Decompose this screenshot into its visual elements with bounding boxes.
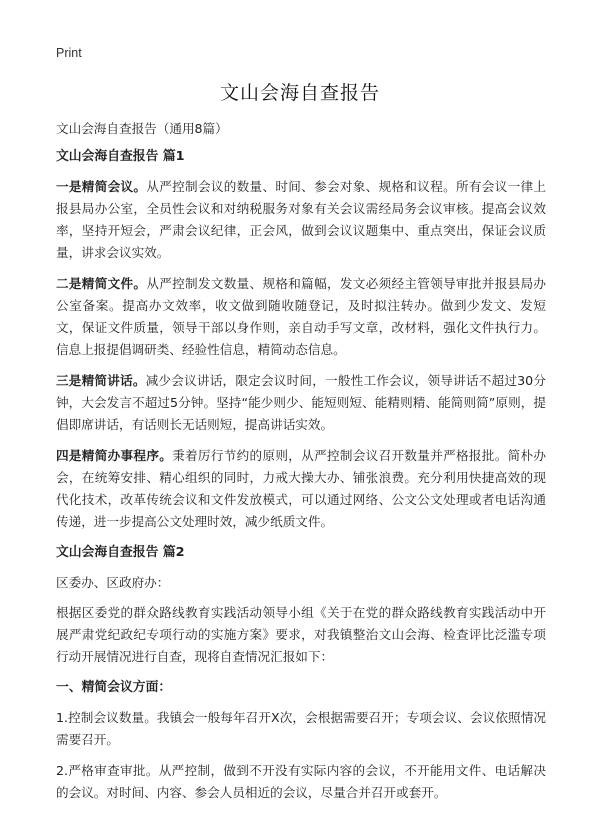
document-body [56, 118, 546, 813]
list-item: 1.控制会议数量。我镇会一般每年召开X次，会根据需要召开；专项会议、会议依照情况需要召开。 [56, 710, 546, 747]
paragraph-lead: 一是精简会议。 [56, 179, 147, 194]
article-1-paragraph [56, 445, 546, 533]
article-1-paragraph [56, 370, 546, 436]
salutation: 区委办、区政府办： [56, 575, 170, 590]
paragraph-text: 从严控制会议的数量、时间、参会对象、规格和议程。所有会议一律上报县局办公室，全员性会议和对纳税服务对象有关会议需经局务会议审核。提高会议效率，坚持开短会，严肃会议纪律，正会风，做到会议议题集中、重点突出，保证会议质量，讲求会议实效。 [56, 179, 547, 260]
article-2-heading: 文山会海自查报告 篇2 [56, 545, 185, 560]
print-link[interactable]: Print [56, 46, 82, 60]
article-1-paragraph [56, 273, 546, 361]
article-1-paragraph [56, 176, 546, 264]
document-title: 文山会海自查报告 [219, 82, 380, 104]
article-2-intro: 根据区委党的群众路线教育实践活动领导小组《关于在党的群众路线教育实践活动中开展严肃党纪政纪专项行动的实施方案》要求，对我镇整治文山会海、检查评比泛滥专项行动开展情况进行自查，现将自查情况汇报如下： [56, 605, 546, 664]
article-1-heading: 文山会海自查报告 篇1 [56, 149, 185, 164]
paragraph-lead: 三是精简讲话。 [56, 373, 146, 388]
paragraph-text: 从严控制发文数量、规格和篇幅，发文必须经主管领导审批并报县局办公室备案。提高办文效率，收文做到随收随登记，及时拟注转办。做到少发文、发短文，保证文件质量，领导干部以身作则，亲自动手写文章，改材料，强化文件执行力。信息上报提倡调研类、经验性信息，精简动态信息。 [56, 276, 547, 357]
paragraph-text: 减少会议讲话，限定会议时间，一般性工作会议，领导讲话不超过30分钟，大会发言不超过5分钟。坚持“能少则少、能短则短、能精则精、能简则简”原则，提倡即席讲话，有话则长无话则短，提高讲话实效。 [56, 373, 546, 432]
paragraph-text: 秉着厉行节约的原则，从严控制会议召开数量并严格报批。简朴办会，在统筹安排、精心组织的同时，力戒大操大办、铺张浪费。充分利用快捷高效的现代化技术，改革传统会议和文件发放模式，可以通过网络、公文公文处理或者电话沟通传递，进一步提高公文处理时效，减少纸质文件。 [56, 448, 547, 529]
paragraph-lead: 四是精简办事程序。 [56, 448, 173, 463]
meeting-section-heading: 一、精简会议方面： [56, 680, 172, 695]
paragraph-lead: 二是精简文件。 [56, 276, 147, 291]
list-item: 2.严格审查审批。从严控制，做到不开没有实际内容的会议，不开能用文件、电话解决的会议。对时间、内容、参会人员相近的会议，尽量合并召开或套开。 [56, 763, 546, 800]
document-subtitle: 文山会海自查报告（通用8篇） [56, 121, 228, 136]
